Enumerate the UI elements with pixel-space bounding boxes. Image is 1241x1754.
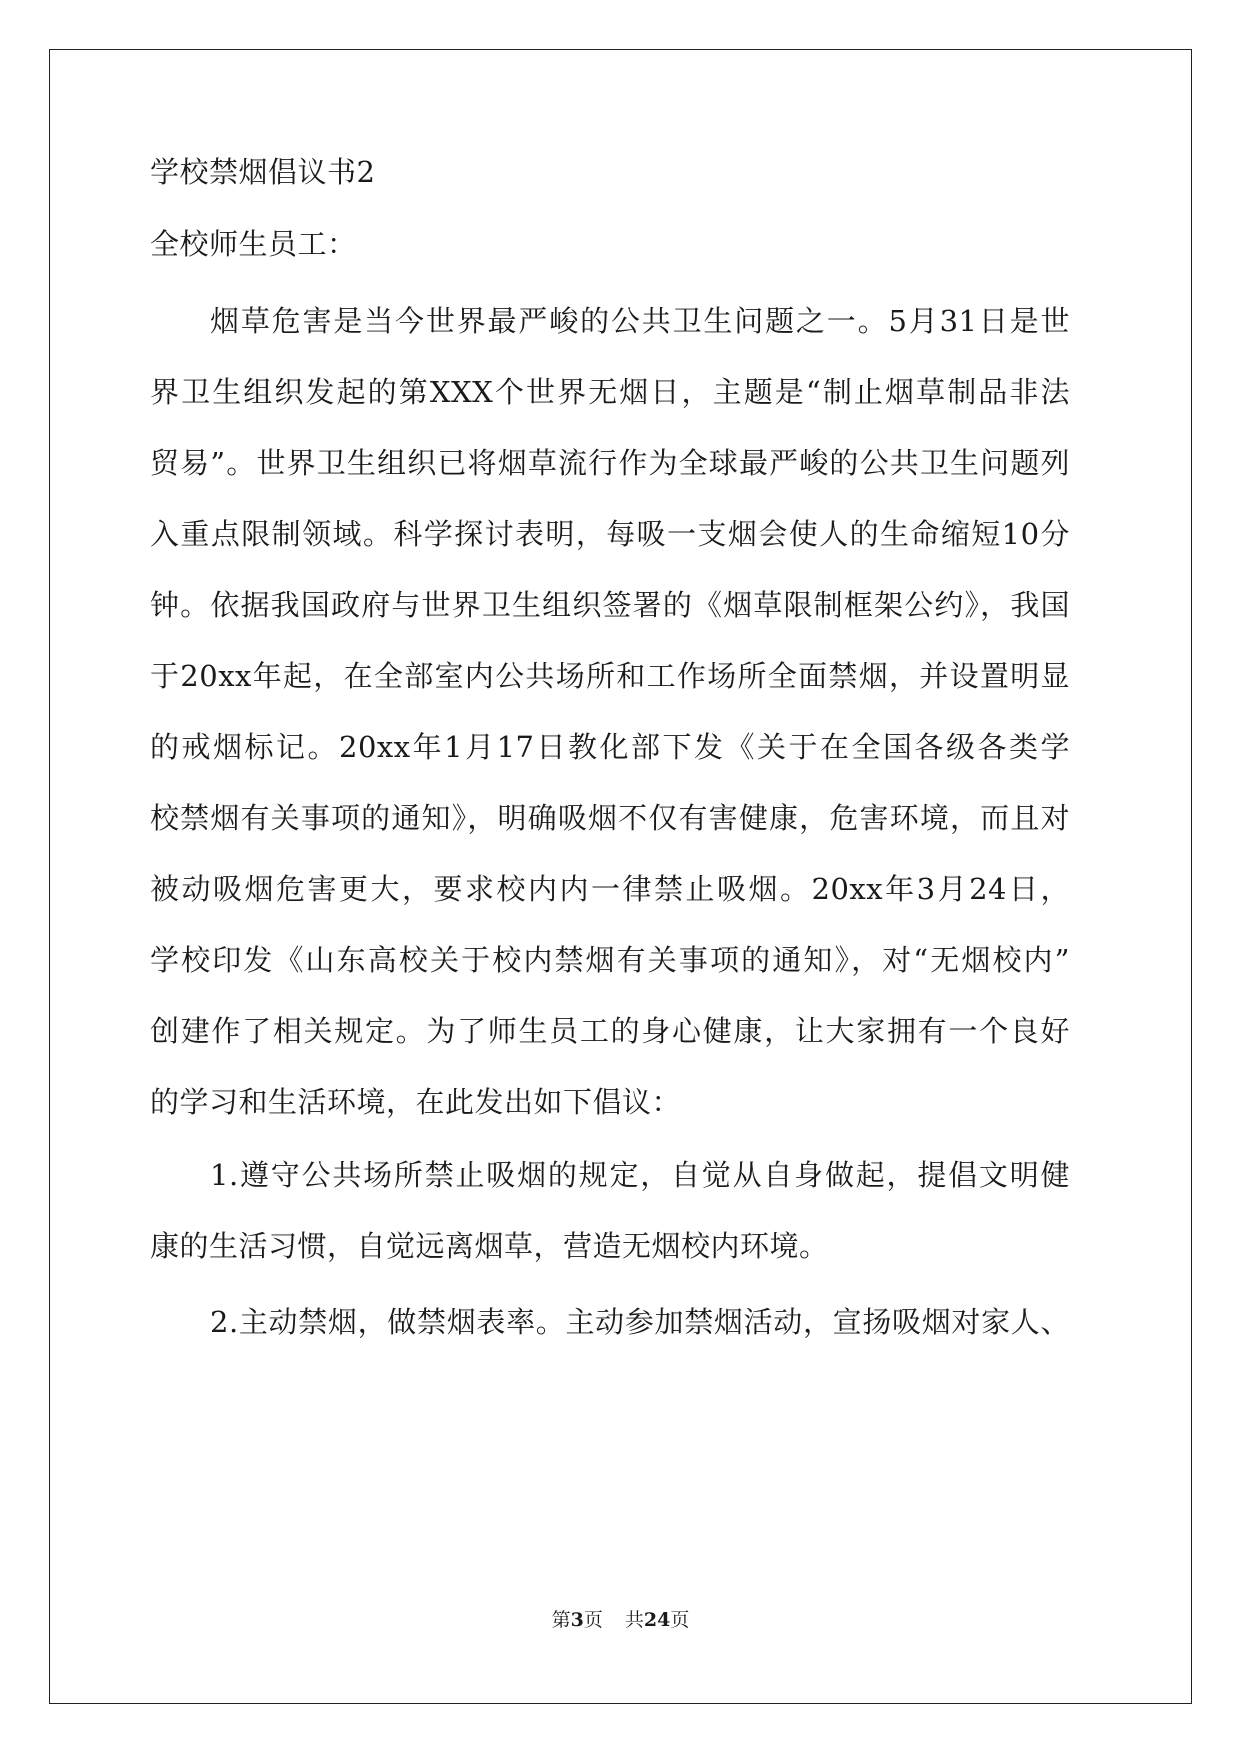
paragraph-line: 钟。依据我国政府与世界卫生组织签署的《烟草限制框架公约》，我国 — [150, 588, 1070, 622]
paragraph-line: 学校印发《山东高校关于校内禁烟有关事项的通知》，对“无烟校内” — [150, 943, 1070, 977]
paragraph-line: 的学习和生活环境，在此发出如下倡议： — [150, 1085, 682, 1119]
footer-page-current: 3 — [570, 1609, 584, 1631]
paragraph-line: 的戒烟标记。20xx年1月17日教化部下发《关于在全国各级各类学 — [150, 730, 1070, 764]
paragraph-line: 于20xx年起，在全部室内公共场所和工作场所全面禁烟，并设置明显 — [150, 659, 1070, 693]
paragraph-line: 界卫生组织发起的第XXX个世界无烟日，主题是“制止烟草制品非法 — [150, 375, 1070, 409]
paragraph-line: 被动吸烟危害更大，要求校内内一律禁止吸烟。20xx年3月24日， — [150, 872, 1070, 906]
footer-page-total: 24 — [643, 1609, 671, 1631]
paragraph-line: 校禁烟有关事项的通知》，明确吸烟不仅有害健康，危害环境，而且对 — [150, 801, 1070, 835]
page-footer — [0, 1608, 1241, 1632]
paragraph-line: 贸易”。世界卫生组织已将烟草流行作为全球最严峻的公共卫生问题列 — [150, 446, 1070, 480]
footer-prefix: 第 — [551, 1609, 571, 1631]
paragraph-line: 烟草危害是当今世界最严峻的公共卫生问题之一。5月31日是世 — [210, 304, 1070, 338]
list-item-2-line: 2.主动禁烟，做禁烟表率。主动参加禁烟活动，宣扬吸烟对家人、 — [210, 1305, 1070, 1339]
salutation: 全校师生员工： — [150, 227, 357, 261]
footer-total-prefix: 共 — [624, 1609, 644, 1631]
footer-page-unit: 页 — [583, 1609, 603, 1631]
document-title: 学校禁烟倡议书2 — [150, 155, 376, 189]
footer-total-unit: 页 — [670, 1609, 690, 1631]
paragraph-line: 创建作了相关规定。为了师生员工的身心健康，让大家拥有一个良好 — [150, 1014, 1070, 1048]
paragraph-line: 入重点限制领域。科学探讨表明，每吸一支烟会使人的生命缩短10分 — [150, 517, 1070, 551]
list-item-1-line: 康的生活习惯，自觉远离烟草，营造无烟校内环境。 — [150, 1229, 829, 1263]
list-item-1-line: 1.遵守公共场所禁止吸烟的规定，自觉从自身做起，提倡文明健 — [210, 1158, 1070, 1192]
